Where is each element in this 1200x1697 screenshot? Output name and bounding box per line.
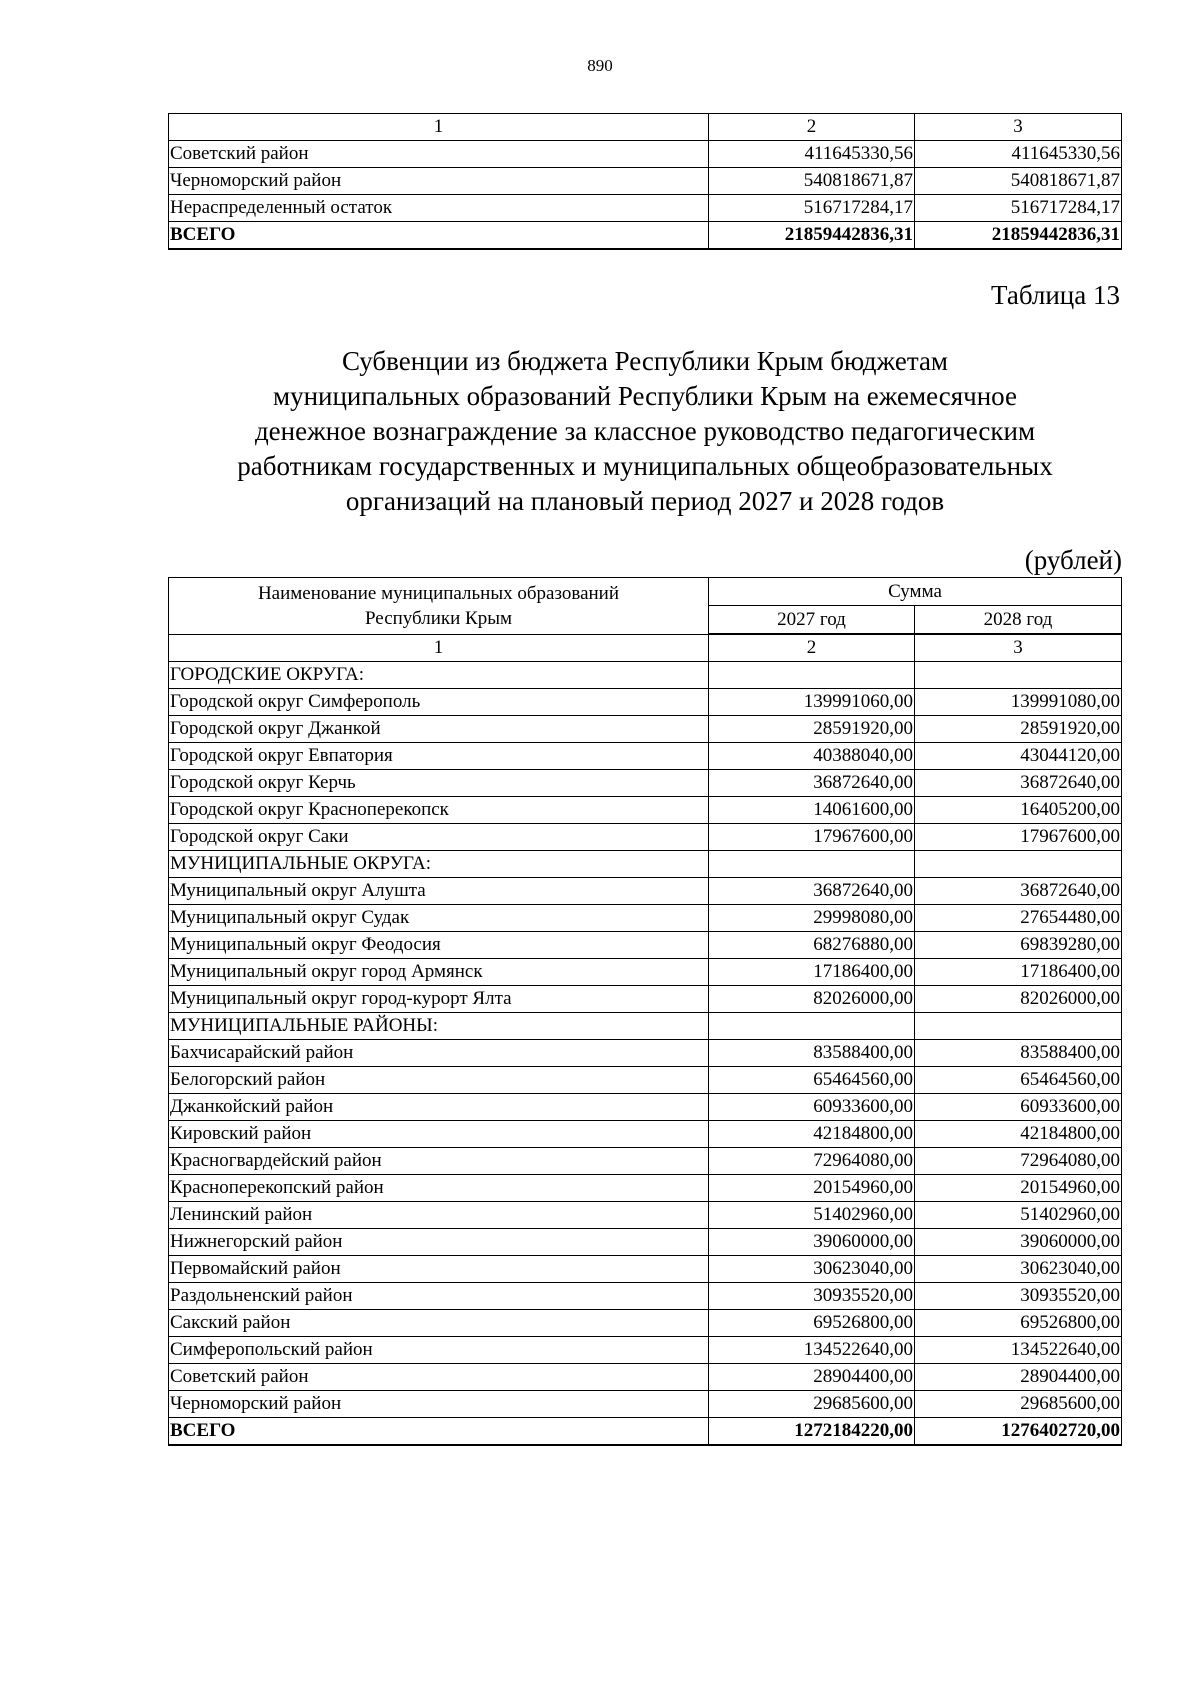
row-value-1: 72964080,00 (709, 1148, 915, 1175)
row-name: Нераспределенный остаток (169, 195, 709, 222)
row-value-2: 51402960,00 (915, 1202, 1122, 1229)
row-value-2: 28904400,00 (915, 1364, 1122, 1391)
row-name: Первомайский район (169, 1256, 709, 1283)
title-line: организаций на плановый период 2027 и 2028 годов (345, 486, 945, 516)
row-value-2: 16405200,00 (915, 797, 1122, 824)
table-row (169, 1094, 1122, 1121)
row-value-2: 17967600,00 (915, 824, 1122, 851)
table-row (169, 168, 1122, 195)
row-name: Советский район (169, 1364, 709, 1391)
row-value-2: 134522640,00 (915, 1337, 1122, 1364)
row-value-2: 60933600,00 (915, 1094, 1122, 1121)
table-row (169, 141, 1122, 168)
row-value-2: 30623040,00 (915, 1256, 1122, 1283)
row-name: Городской округ Красноперекопск (169, 797, 709, 824)
table-row (169, 1391, 1122, 1418)
row-name: Сакский район (169, 1310, 709, 1337)
row-name: Городской округ Симферополь (169, 689, 709, 716)
row-name: Черноморский район (169, 168, 709, 195)
row-value-2: 39060000,00 (915, 1229, 1122, 1256)
row-value-2: 411645330,56 (915, 141, 1122, 168)
table-row (169, 1229, 1122, 1256)
row-name: Городской округ Евпатория (169, 743, 709, 770)
row-value-1: 29685600,00 (709, 1391, 915, 1418)
row-value-2: 43044120,00 (915, 743, 1122, 770)
unit-label: (рублей) (1024, 545, 1122, 575)
row-value-2: 36872640,00 (915, 878, 1122, 905)
row-name: Джанкойский район (169, 1094, 709, 1121)
previous-table-continuation (168, 113, 1122, 250)
name-column-header (169, 578, 709, 635)
row-name: Муниципальный округ Судак (169, 905, 709, 932)
row-value-1 (709, 1013, 915, 1040)
row-value-1: 40388040,00 (709, 743, 915, 770)
row-value-2: 516717284,17 (915, 195, 1122, 222)
table-row (169, 1337, 1122, 1364)
row-name: МУНИЦИПАЛЬНЫЕ ОКРУГА: (169, 851, 709, 878)
row-value-1: 540818671,87 (709, 168, 915, 195)
table-row (169, 770, 1122, 797)
row-name: Красноперекопский район (169, 1175, 709, 1202)
row-value-1: 83588400,00 (709, 1040, 915, 1067)
row-name: Красногвардейский район (169, 1148, 709, 1175)
table-row (169, 1121, 1122, 1148)
row-value-2: 28591920,00 (915, 716, 1122, 743)
total-row (169, 222, 1122, 250)
column-number-2: 2 (709, 114, 915, 141)
table-label: Таблица 13 (991, 280, 1120, 310)
title-line: работникам государственных и муниципальных общеобразовательных (237, 451, 1053, 481)
row-value-1: 28591920,00 (709, 716, 915, 743)
row-value-1: 20154960,00 (709, 1175, 915, 1202)
table-row (169, 1202, 1122, 1229)
column-number-1: 1 (169, 114, 709, 141)
table-row (169, 1256, 1122, 1283)
row-name: Кировский район (169, 1121, 709, 1148)
table-row (169, 851, 1122, 878)
row-name: Муниципальный округ Феодосия (169, 932, 709, 959)
row-value-1: 29998080,00 (709, 905, 915, 932)
row-value-1: 51402960,00 (709, 1202, 915, 1229)
column-number-3: 3 (915, 114, 1122, 141)
total-value-1: 1272184220,00 (709, 1418, 915, 1446)
column-number-3: 3 (915, 634, 1122, 662)
total-value-2: 1276402720,00 (915, 1418, 1122, 1446)
row-value-1: 14061600,00 (709, 797, 915, 824)
row-value-1: 42184800,00 (709, 1121, 915, 1148)
table-row (169, 1067, 1122, 1094)
total-value-1: 21859442836,31 (709, 222, 915, 250)
row-value-2 (915, 1013, 1122, 1040)
table-row (169, 662, 1122, 689)
table-row (169, 932, 1122, 959)
column-number-row (169, 634, 1122, 662)
row-value-1: 69526800,00 (709, 1310, 915, 1337)
table-row (169, 959, 1122, 986)
table-row (169, 195, 1122, 222)
sum-column-header: Сумма (709, 578, 1122, 606)
row-value-2: 29685600,00 (915, 1391, 1122, 1418)
row-name: Нижнегорский район (169, 1229, 709, 1256)
name-header-line-2: Республики Крым (364, 607, 513, 629)
table-title (150, 344, 1140, 519)
table-row (169, 689, 1122, 716)
row-value-1: 30935520,00 (709, 1283, 915, 1310)
header-row-1 (169, 578, 1122, 606)
row-value-2: 30935520,00 (915, 1283, 1122, 1310)
table-row (169, 1040, 1122, 1067)
row-value-2: 42184800,00 (915, 1121, 1122, 1148)
row-value-1: 36872640,00 (709, 770, 915, 797)
row-value-1: 139991060,00 (709, 689, 915, 716)
table-row (169, 1013, 1122, 1040)
row-value-1: 17186400,00 (709, 959, 915, 986)
row-name: Симферопольский район (169, 1337, 709, 1364)
subsidies-table (168, 577, 1122, 1446)
table-row (169, 1364, 1122, 1391)
table-row (169, 824, 1122, 851)
row-value-2: 65464560,00 (915, 1067, 1122, 1094)
row-value-1 (709, 851, 915, 878)
row-name: Белогорский район (169, 1067, 709, 1094)
total-label: ВСЕГО (169, 222, 709, 250)
row-name: МУНИЦИПАЛЬНЫЕ РАЙОНЫ: (169, 1013, 709, 1040)
page-number: 890 (587, 56, 613, 75)
row-value-2: 540818671,87 (915, 168, 1122, 195)
row-name: Ленинский район (169, 1202, 709, 1229)
column-number-2: 2 (709, 634, 915, 662)
table-row (169, 797, 1122, 824)
row-value-2: 27654480,00 (915, 905, 1122, 932)
row-value-1: 39060000,00 (709, 1229, 915, 1256)
row-value-1: 65464560,00 (709, 1067, 915, 1094)
row-name: Городской округ Джанкой (169, 716, 709, 743)
row-value-2 (915, 662, 1122, 689)
row-value-1: 68276880,00 (709, 932, 915, 959)
year-2027-header: 2027 год (709, 606, 915, 635)
table-row (169, 1175, 1122, 1202)
row-value-2 (915, 851, 1122, 878)
title-line: муниципальных образований Республики Крым на ежемесячное (272, 381, 1017, 411)
row-name: Муниципальный округ Алушта (169, 878, 709, 905)
total-row (169, 1418, 1122, 1446)
row-name: Бахчисарайский район (169, 1040, 709, 1067)
row-name: ГОРОДСКИЕ ОКРУГА: (169, 662, 709, 689)
column-number-1: 1 (169, 634, 709, 662)
title-line: Субвенции из бюджета Республики Крым бюджетам (341, 346, 949, 376)
row-value-2: 17186400,00 (915, 959, 1122, 986)
row-name: Черноморский район (169, 1391, 709, 1418)
table-row (169, 878, 1122, 905)
table-row (169, 905, 1122, 932)
row-name: Муниципальный округ город-курорт Ялта (169, 986, 709, 1013)
row-value-2: 82026000,00 (915, 986, 1122, 1013)
row-value-2: 69839280,00 (915, 932, 1122, 959)
table-row (169, 743, 1122, 770)
row-value-2: 20154960,00 (915, 1175, 1122, 1202)
row-value-1: 17967600,00 (709, 824, 915, 851)
table-row (169, 1283, 1122, 1310)
row-value-1: 30623040,00 (709, 1256, 915, 1283)
row-value-1: 60933600,00 (709, 1094, 915, 1121)
row-value-1: 516717284,17 (709, 195, 915, 222)
row-value-1: 28904400,00 (709, 1364, 915, 1391)
table-row (169, 716, 1122, 743)
row-value-2: 36872640,00 (915, 770, 1122, 797)
row-value-1 (709, 662, 915, 689)
table-row (169, 1310, 1122, 1337)
name-header-line-1: Наименование муниципальных образований (257, 582, 620, 604)
table-row (169, 1148, 1122, 1175)
total-label: ВСЕГО (169, 1418, 709, 1446)
row-value-2: 139991080,00 (915, 689, 1122, 716)
row-value-2: 83588400,00 (915, 1040, 1122, 1067)
row-value-1: 82026000,00 (709, 986, 915, 1013)
row-value-2: 72964080,00 (915, 1148, 1122, 1175)
row-name: Городской округ Керчь (169, 770, 709, 797)
total-value-2: 21859442836,31 (915, 222, 1122, 250)
row-name: Муниципальный округ город Армянск (169, 959, 709, 986)
row-value-1: 36872640,00 (709, 878, 915, 905)
title-line: денежное вознаграждение за классное руководство педагогическим (254, 416, 1036, 446)
row-name: Советский район (169, 141, 709, 168)
table-row (169, 986, 1122, 1013)
row-name: Раздольненский район (169, 1283, 709, 1310)
row-value-1: 134522640,00 (709, 1337, 915, 1364)
year-2028-header: 2028 год (915, 606, 1122, 635)
row-value-1: 411645330,56 (709, 141, 915, 168)
row-name: Городской округ Саки (169, 824, 709, 851)
column-number-row (169, 114, 1122, 141)
row-value-2: 69526800,00 (915, 1310, 1122, 1337)
